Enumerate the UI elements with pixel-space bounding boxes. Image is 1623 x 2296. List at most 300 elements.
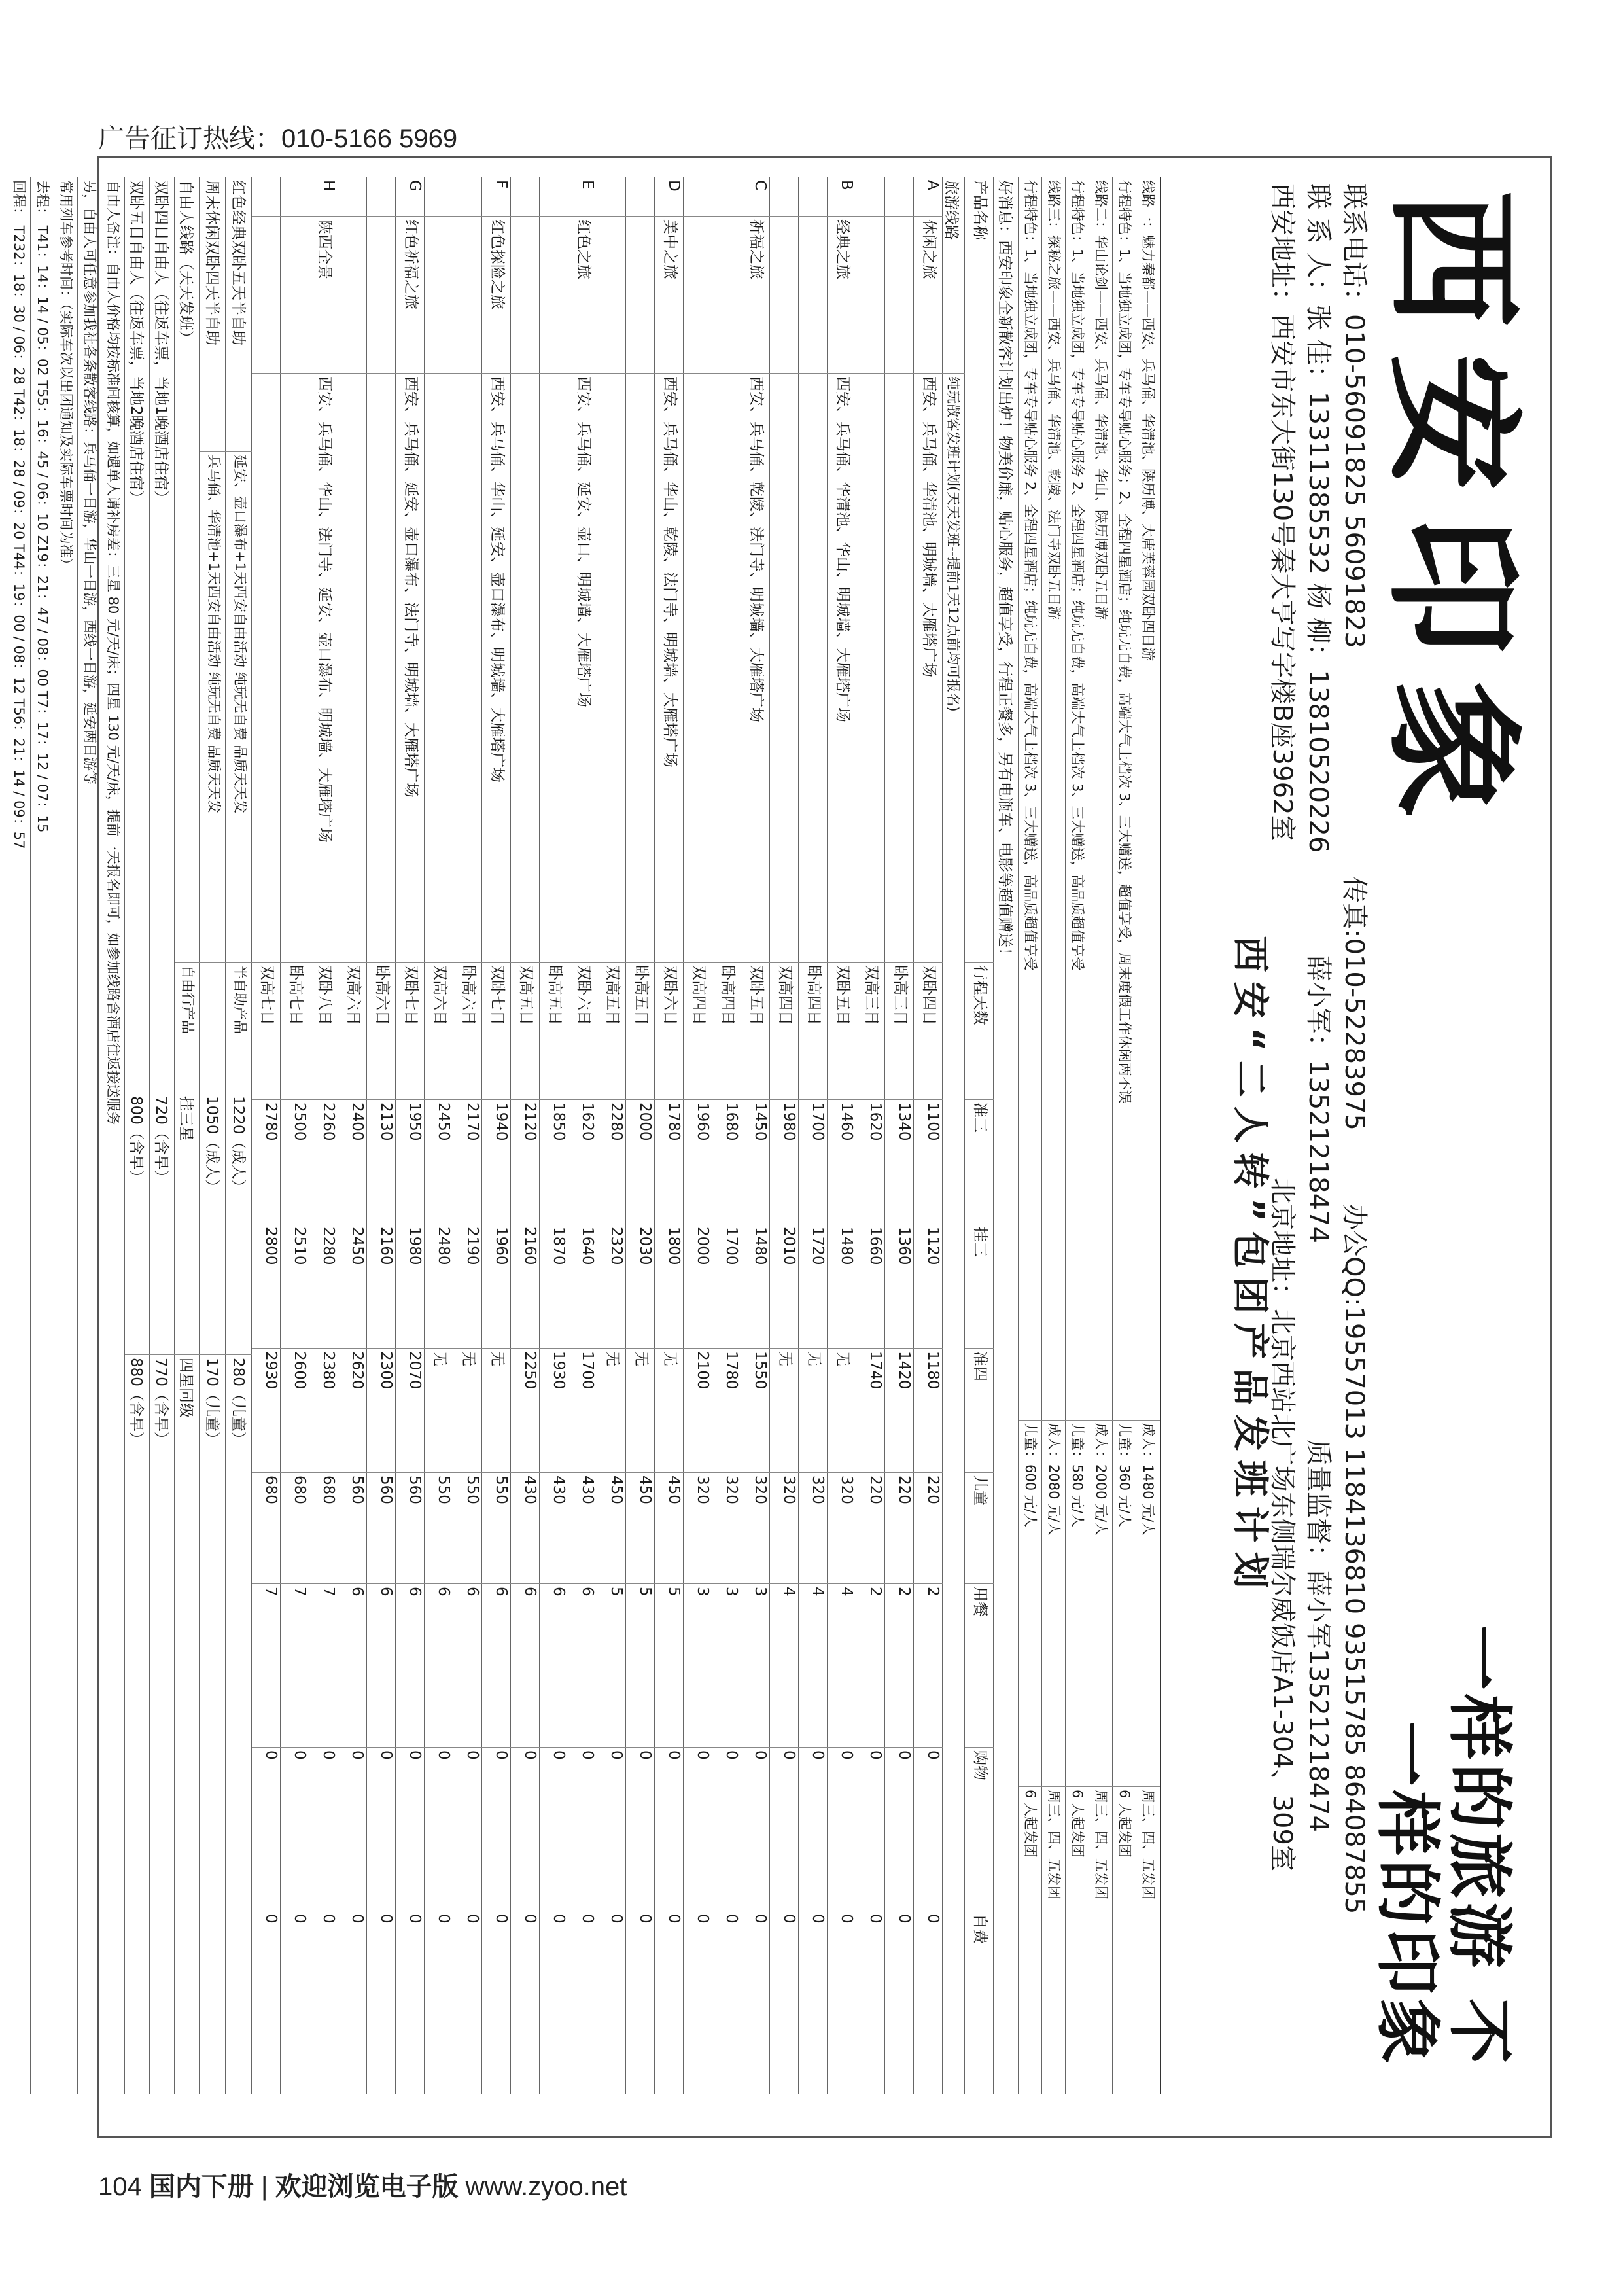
intro-line: 线路一：魅力秦都——西安、兵马俑、华清池、陕历博、大唐芙蓉园双卧四日游: [1136, 177, 1160, 1420]
row-shopping: 0: [626, 1747, 655, 1911]
intro-line: 行程特色：1、当地独立成团，专车专导贴心服务 2、全程四星酒店；纯玩无自费，高端大气上档次 3、三大赠送，高品质超值享受: [1066, 177, 1089, 1420]
free-title: 自由人线路（天天发班）: [175, 177, 200, 962]
row-price-zhun3: 1620: [568, 1099, 597, 1224]
row-route: [367, 373, 396, 962]
row-child: 560: [396, 1472, 425, 1583]
row-child: 550: [453, 1472, 482, 1583]
intro-date: 周三、四、五发团: [1089, 1786, 1113, 2094]
row-extra: 0: [712, 1911, 741, 2094]
free-col-gua3: 挂三星: [175, 1093, 200, 1354]
note-row: [7, 177, 31, 2094]
row-child: 320: [799, 1472, 828, 1583]
row-meals: 5: [655, 1583, 684, 1747]
intro-price: 儿童：600 元/人: [1019, 1420, 1042, 1786]
table-row: [539, 177, 568, 2094]
row-meals: 6: [568, 1583, 597, 1747]
beijing-address: 北京地址：北京西站北广场东侧瑞尔威饭店A1-304、309室: [1267, 1178, 1297, 1871]
row-name: 经典之旅: [828, 216, 856, 373]
row-extra: 0: [540, 1911, 568, 2094]
row-days: 双卧四日: [914, 962, 943, 1099]
row-child: 430: [568, 1472, 597, 1583]
row-route: 西安、兵马俑、华清池、明城墙、大雁塔广场: [914, 373, 943, 962]
contact-qq: 办公QQ:19557013 1184136810 93515785 864087855: [1339, 1204, 1369, 1915]
row-name: [597, 216, 626, 373]
table-row: [741, 177, 770, 2094]
brand-logo: 西安印象: [1372, 190, 1533, 845]
row-name: [367, 216, 396, 373]
row-code: A: [914, 177, 943, 216]
notice-text: 好消息：西安印象全新散客计划出炉！物美价廉，贴心服务，超值享受，行程正餐多，另有电瓶车、电影等超值赠送！: [994, 177, 1019, 2094]
intro-price: 成人：2000 元/人: [1089, 1420, 1113, 1786]
row-extra: 0: [828, 1911, 856, 2094]
note-row: [30, 177, 54, 2094]
table-row: [510, 177, 540, 2094]
contact-person2: 薛小军：13521218474: [1303, 955, 1333, 1243]
table-row: [798, 177, 828, 2094]
row-price-zhun3: 2260: [309, 1099, 338, 1224]
row-price-gua3: 1870: [540, 1224, 568, 1348]
table-row: [712, 177, 741, 2094]
row-price-zhun4: 无: [425, 1348, 453, 1472]
row-code: D: [655, 177, 684, 216]
row-days: 卧高五日: [540, 962, 568, 1099]
row-child: 550: [425, 1472, 453, 1583]
row-price-zhun4: 无: [453, 1348, 482, 1472]
intro-line-row: [1112, 177, 1136, 2094]
header-shopping: 购物: [965, 1747, 994, 1911]
table-row: [481, 177, 511, 2094]
row-name: [540, 216, 568, 373]
header-extra: 自费: [965, 1911, 994, 2094]
row-price-zhun4: 无: [482, 1348, 511, 1472]
row-meals: 6: [425, 1583, 453, 1747]
row-name: [770, 216, 799, 373]
row-code: [597, 177, 626, 216]
row-price-zhun3: 1340: [885, 1099, 914, 1224]
row-extra: 0: [799, 1911, 828, 2094]
row-days: 双高三日: [856, 962, 885, 1099]
row-price-zhun4: 1420: [885, 1348, 914, 1472]
row-route: 西安、兵马俑、延安、壶口瀑布、法门寺、明城墙、大雁塔广场: [396, 373, 425, 962]
row-code: [252, 177, 281, 216]
half-free-adult: 1220（成人）: [226, 1093, 252, 1354]
row-route: [856, 373, 885, 962]
half-free-adult: 1050（成人）: [200, 1093, 226, 1354]
row-child: 220: [885, 1472, 914, 1583]
row-route: [799, 373, 828, 962]
row-extra: 0: [914, 1911, 943, 2094]
row-days: 双卧五日: [741, 962, 770, 1099]
note-trains-back: 回程： T232：18：30 / 06：28 T42：18：28 / 09：20 T44：19：00 / 08：12 T56：21：14 / 09：57: [7, 177, 31, 2094]
row-shopping: 0: [914, 1747, 943, 1911]
row-meals: 6: [396, 1583, 425, 1747]
row-extra: 0: [367, 1911, 396, 2094]
row-code: [770, 177, 799, 216]
row-price-zhun4: 无: [626, 1348, 655, 1472]
row-code: [540, 177, 568, 216]
row-name: [712, 216, 741, 373]
free-row: [149, 177, 175, 2094]
half-free-row: [199, 177, 226, 2094]
row-price-zhun3: 1620: [856, 1099, 885, 1224]
row-price-zhun4: 2930: [252, 1348, 281, 1472]
row-code: F: [482, 177, 511, 216]
row-price-gua3: 1480: [828, 1224, 856, 1348]
row-extra: 0: [655, 1911, 684, 2094]
intro-line-row: [1018, 177, 1042, 2094]
row-price-zhun3: 1680: [712, 1099, 741, 1224]
row-days: 卧高四日: [799, 962, 828, 1099]
row-price-gua3: 2320: [597, 1224, 626, 1348]
intro-line-row: [1136, 177, 1160, 2094]
intro-date: 周三、四、五发团: [1042, 1786, 1066, 2094]
row-shopping: 0: [367, 1747, 396, 1911]
half-free-name: 红色经典双卧五天半自助: [226, 177, 252, 451]
row-price-zhun4: 无: [770, 1348, 799, 1472]
row-name: [684, 216, 712, 373]
row-price-gua3: 2160: [511, 1224, 540, 1348]
header-gua3: 挂三: [965, 1224, 994, 1348]
row-name: 休闲之旅: [914, 216, 943, 373]
row-shopping: 0: [856, 1747, 885, 1911]
free-row-price2: 770（含早）: [150, 1354, 175, 1616]
row-child: 320: [684, 1472, 712, 1583]
intro-line-row: [1041, 177, 1066, 2094]
row-shopping: 0: [828, 1747, 856, 1911]
row-days: 双卧六日: [655, 962, 684, 1099]
row-meals: 7: [252, 1583, 281, 1747]
row-extra: 0: [252, 1911, 281, 2094]
free-row-name: 双卧四日自由人（往返车票，当地1晚酒店住宿）: [150, 177, 175, 962]
contact-supervisor: 质量监督：薛小军13521218474: [1303, 1439, 1333, 1832]
row-price-zhun4: 1180: [914, 1348, 943, 1472]
row-code: [885, 177, 914, 216]
row-price-zhun3: 1100: [914, 1099, 943, 1224]
row-shopping: 0: [684, 1747, 712, 1911]
page-number: 104: [98, 2172, 142, 2201]
row-route: [453, 373, 482, 962]
note-free-note: 自由人备注：自由人价格均按标准间核算，如遇单人请补房差：三星 80 元/天/床；四星 130 元/天/床，提前一天报名即可，如参加线路含酒店往返接送服务: [101, 177, 125, 2094]
row-shopping: 0: [568, 1747, 597, 1911]
row-price-gua3: 2000: [684, 1224, 712, 1348]
intro-price: 成人：1480 元/人: [1136, 1420, 1160, 1786]
row-days: 双卧六日: [568, 962, 597, 1099]
intro-price: 儿童：360 元/人: [1113, 1420, 1136, 1786]
row-shopping: 0: [482, 1747, 511, 1911]
row-extra: 0: [770, 1911, 799, 2094]
row-price-zhun4: 1780: [712, 1348, 741, 1472]
row-days: 双高四日: [684, 962, 712, 1099]
row-shopping: 0: [252, 1747, 281, 1911]
row-code: [425, 177, 453, 216]
row-shopping: 0: [799, 1747, 828, 1911]
row-extra: 0: [597, 1911, 626, 2094]
ad-hotline: 广告征订热线：010-5166 5969: [98, 124, 458, 153]
row-shopping: 0: [511, 1747, 540, 1911]
row-days: 双卧七日: [482, 962, 511, 1099]
row-code: [799, 177, 828, 216]
note-free-note2: 另，自由人可任意参加我社各条散客线路：兵马俑一日游，华山一日游，西线一日游，延安两日游等: [78, 177, 101, 2094]
row-meals: 5: [626, 1583, 655, 1747]
half-free-child: 170（儿童）: [200, 1354, 226, 1616]
row-child: 220: [856, 1472, 885, 1583]
row-price-gua3: 2010: [770, 1224, 799, 1348]
row-extra: 0: [568, 1911, 597, 2094]
table-row: [568, 177, 597, 2094]
row-code: B: [828, 177, 856, 216]
free-row-price2: 880（含早）: [125, 1354, 150, 1616]
row-extra: 0: [511, 1911, 540, 2094]
free-title-row: [174, 177, 200, 2094]
row-days: 卧高三日: [885, 962, 914, 1099]
row-price-zhun4: 1700: [568, 1348, 597, 1472]
table-row: [683, 177, 712, 2094]
row-price-zhun4: 无: [655, 1348, 684, 1472]
intro-line: 线路三：探秘之旅——西安、兵马俑、华清池、乾陵、法门寺双卧五日游: [1042, 177, 1066, 1420]
row-price-gua3: 1980: [396, 1224, 425, 1348]
row-name: 红色探险之旅: [482, 216, 511, 373]
brand-banner: [1369, 177, 1533, 2094]
row-extra: 0: [453, 1911, 482, 2094]
free-row-name: 双卧五日自由人（往返车票，当地2晚酒店住宿）: [125, 177, 150, 962]
row-days: 双卧八日: [309, 962, 338, 1099]
row-route: [540, 373, 568, 962]
row-route: [626, 373, 655, 962]
row-price-gua3: 1480: [741, 1224, 770, 1348]
row-price-zhun4: 2250: [511, 1348, 540, 1472]
row-meals: 6: [482, 1583, 511, 1747]
intro-price: 成人：2080 元/人: [1042, 1420, 1066, 1786]
row-name: [252, 216, 281, 373]
row-shopping: 0: [770, 1747, 799, 1911]
row-price-zhun3: 2400: [338, 1099, 367, 1224]
table-row: [424, 177, 453, 2094]
row-child: 430: [511, 1472, 540, 1583]
row-price-gua3: 2190: [453, 1224, 482, 1348]
row-days: 双高七日: [252, 962, 281, 1099]
row-child: 320: [741, 1472, 770, 1583]
row-route: [252, 373, 281, 962]
free-row-price1: 800（含早）: [125, 1093, 150, 1354]
header-zhun3: 准三: [965, 1099, 994, 1224]
row-price-zhun3: 1980: [770, 1099, 799, 1224]
row-price-zhun4: 2070: [396, 1348, 425, 1472]
row-extra: 0: [856, 1911, 885, 2094]
half-free-label: [200, 962, 226, 1093]
row-extra: 0: [482, 1911, 511, 2094]
row-days: 卧高六日: [453, 962, 482, 1099]
row-route: [338, 373, 367, 962]
row-price-gua3: 2800: [252, 1224, 281, 1348]
intro-date: 6 人起发团: [1066, 1786, 1089, 2094]
row-name: 红色之旅: [568, 216, 597, 373]
header-zhun4: 准四: [965, 1348, 994, 1472]
row-days: 卧高六日: [367, 962, 396, 1099]
row-route: [511, 373, 540, 962]
table-row: [338, 177, 367, 2094]
table-row: [395, 177, 425, 2094]
row-price-gua3: 2160: [367, 1224, 396, 1348]
row-meals: 2: [885, 1583, 914, 1747]
row-extra: 0: [281, 1911, 309, 2094]
row-shopping: 0: [309, 1747, 338, 1911]
row-extra: 0: [684, 1911, 712, 2094]
row-price-zhun4: 2620: [338, 1348, 367, 1472]
row-days: 双高五日: [597, 962, 626, 1099]
row-price-zhun3: 1450: [741, 1099, 770, 1224]
half-free-route: 兵马俑、华清池+1天西安自由活动 纯玩无自费 品质天天发: [200, 451, 226, 962]
row-meals: 2: [914, 1583, 943, 1747]
table-subheader: [942, 177, 965, 2094]
row-route: [712, 373, 741, 962]
row-child: 320: [770, 1472, 799, 1583]
table-row: [769, 177, 799, 2094]
row-days: 双高五日: [511, 962, 540, 1099]
free-label: 自由行产品: [175, 962, 200, 1093]
row-child: 220: [914, 1472, 943, 1583]
row-days: 双高六日: [338, 962, 367, 1099]
brand-slogan: 一样的旅游 不一样的印象: [1369, 1625, 1518, 2068]
row-price-zhun3: 1940: [482, 1099, 511, 1224]
row-price-zhun4: 2600: [281, 1348, 309, 1472]
row-name: 红色祈福之旅: [396, 216, 425, 373]
row-child: 450: [626, 1472, 655, 1583]
row-price-zhun3: 1850: [540, 1099, 568, 1224]
row-price-zhun3: 2450: [425, 1099, 453, 1224]
row-name: [856, 216, 885, 373]
contact-phone: 联系电话：010-56091825 56091823: [1339, 183, 1369, 648]
table-row: [827, 177, 856, 2094]
row-name: [626, 216, 655, 373]
row-price-zhun3: 2000: [626, 1099, 655, 1224]
table-row: [625, 177, 655, 2094]
row-days: 双卧七日: [396, 962, 425, 1099]
row-child: 430: [540, 1472, 568, 1583]
note-trains-label: 常用列车参考时间：（实际车次以出团通知及实际车票时间为准）: [54, 177, 78, 2094]
intro-line: 行程特色：1、当地独立成团，专车专导贴心服务；2、全程四星酒店；纯玩无自费，高端大气上档次 3、三大赠送，超值享受，周末度假工作休闲两不误: [1113, 177, 1136, 1420]
row-meals: 2: [856, 1583, 885, 1747]
row-meals: 7: [309, 1583, 338, 1747]
row-code: [511, 177, 540, 216]
row-price-zhun4: 1550: [741, 1348, 770, 1472]
row-price-gua3: 1660: [856, 1224, 885, 1348]
note-row: [77, 177, 101, 2094]
table-row: [453, 177, 482, 2094]
row-price-zhun4: 2300: [367, 1348, 396, 1472]
row-name: 祈福之旅: [741, 216, 770, 373]
row-route: [684, 373, 712, 962]
row-price-gua3: 1700: [712, 1224, 741, 1348]
header-meals: 用餐: [965, 1583, 994, 1747]
row-price-gua3: 1360: [885, 1224, 914, 1348]
row-route: 西安、兵马俑、华山、乾陵、法门寺、明城墙、大雁塔广场: [655, 373, 684, 962]
row-price-gua3: 2480: [425, 1224, 453, 1348]
row-days: 双高六日: [425, 962, 453, 1099]
row-child: 450: [655, 1472, 684, 1583]
row-price-gua3: 2450: [338, 1224, 367, 1348]
row-meals: 4: [799, 1583, 828, 1747]
row-route: [885, 373, 914, 962]
footer-url: www.zyoo.net: [465, 2172, 627, 2201]
table-row: [913, 177, 943, 2094]
row-price-gua3: 1720: [799, 1224, 828, 1348]
half-free-route: 延安、壶口瀑布+1天西安自由活动 纯玩无自费 品质天天发: [226, 451, 252, 962]
intro-line: 线路二：华山论剑——西安、兵马俑、华清池、华山、陕历博双卧五日游: [1089, 177, 1113, 1420]
row-code: [338, 177, 367, 216]
row-price-zhun4: 无: [597, 1348, 626, 1472]
header-days: 行程天数: [965, 962, 994, 1099]
half-free-row: [225, 177, 252, 2094]
row-shopping: 0: [712, 1747, 741, 1911]
half-free-label: 半自助产品: [226, 962, 252, 1093]
half-free-child: 280（儿童）: [226, 1354, 252, 1616]
table-row: [280, 177, 309, 2094]
row-shopping: 0: [885, 1747, 914, 1911]
row-name: [338, 216, 367, 373]
row-price-gua3: 2280: [309, 1224, 338, 1348]
row-extra: 0: [626, 1911, 655, 2094]
contact-fax: 传真:010-52283975: [1339, 877, 1369, 1131]
header-child: 儿童: [965, 1472, 994, 1583]
row-name: [799, 216, 828, 373]
row-days: 双卧五日: [828, 962, 856, 1099]
row-price-zhun3: 2170: [453, 1099, 482, 1224]
row-route: 西安、兵马俑、华清池、华山、明城墙、大雁塔广场: [828, 373, 856, 962]
row-days: 卧高五日: [626, 962, 655, 1099]
row-extra: 0: [741, 1911, 770, 2094]
header-product: 产品名称: [965, 177, 994, 962]
row-price-zhun4: 无: [799, 1348, 828, 1472]
row-meals: 5: [597, 1583, 626, 1747]
row-meals: 4: [828, 1583, 856, 1747]
row-price-zhun4: 2380: [309, 1348, 338, 1472]
rotated-ad-content: [11, 177, 1533, 2094]
row-name: [281, 216, 309, 373]
row-days: 卧高四日: [712, 962, 741, 1099]
row-price-zhun4: 2100: [684, 1348, 712, 1472]
row-extra: 0: [425, 1911, 453, 2094]
row-child: 560: [338, 1472, 367, 1583]
row-meals: 7: [281, 1583, 309, 1747]
row-code: [281, 177, 309, 216]
row-child: 680: [252, 1472, 281, 1583]
row-code: C: [741, 177, 770, 216]
intro-line-row: [1089, 177, 1113, 2094]
table-row: [856, 177, 885, 2094]
row-name: [425, 216, 453, 373]
note-row: [54, 177, 78, 2094]
row-shopping: 0: [655, 1747, 684, 1911]
note-trains-go: 去程： T41：14：14 / 05：02 T55：16：45 / 06：10 Z19：21：47 / 08：00 T7：17：12 / 07：15: [31, 177, 54, 2094]
footer-welcome: 欢迎浏览电子版: [275, 2172, 459, 2201]
row-name: [453, 216, 482, 373]
row-code: G: [396, 177, 425, 216]
row-meals: 3: [684, 1583, 712, 1747]
row-shopping: 0: [425, 1747, 453, 1911]
note-row: [101, 177, 125, 2094]
notice-row: [993, 177, 1019, 2094]
intro-date: 6 人起发团: [1113, 1786, 1136, 2094]
row-code: E: [568, 177, 597, 216]
row-price-zhun3: 2120: [511, 1099, 540, 1224]
row-price-zhun3: 1950: [396, 1099, 425, 1224]
free-col-4star: 四星同级: [175, 1354, 200, 1616]
half-free-name: 周末休闲双卧四天半自助: [200, 177, 226, 451]
row-price-gua3: 1800: [655, 1224, 684, 1348]
header-plan: 纯玩散客发班计划(天天发班--提前1天12点前均可报名): [943, 373, 965, 1616]
row-code: [684, 177, 712, 216]
row-price-gua3: 1960: [482, 1224, 511, 1348]
